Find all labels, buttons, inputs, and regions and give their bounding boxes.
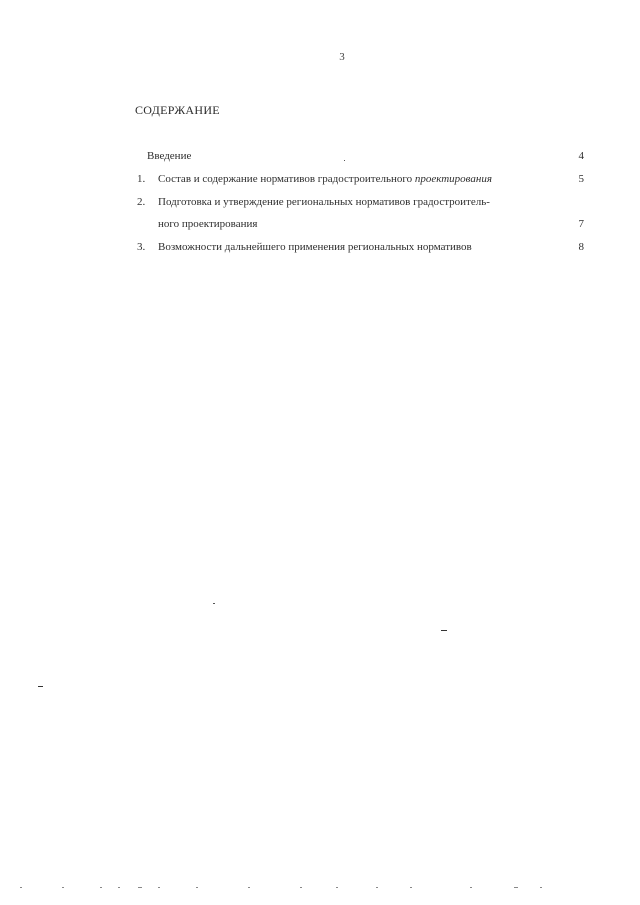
- toc-entry-title-line1: Подготовка и утверждение региональных нормативов градостроитель-: [158, 196, 490, 208]
- toc-entry-title-line2: ного проектирования: [158, 218, 258, 230]
- scan-speck: [213, 603, 215, 604]
- page-number: 3: [339, 51, 345, 63]
- toc-entry-title: Введение: [147, 150, 192, 162]
- toc-entry-number: 1.: [137, 173, 146, 185]
- toc-entry-title: [158, 172, 492, 186]
- toc-heading: СОДЕРЖАНИЕ: [135, 103, 220, 117]
- toc-entry-page: 4: [578, 150, 584, 162]
- scan-speck: [441, 630, 447, 631]
- toc-entry-title: Возможности дальнейшего применения региональных нормативов: [158, 241, 472, 253]
- toc-entry-number: 2.: [137, 196, 146, 208]
- scan-speck: [344, 160, 345, 161]
- scan-speck: [38, 686, 43, 687]
- toc-entry-title-italic: проектирования: [414, 173, 492, 185]
- toc-entry-page: 7: [578, 218, 584, 230]
- toc-entry-number: 3.: [137, 241, 146, 253]
- scan-edge-noise: [0, 887, 640, 891]
- toc-entry-page: 8: [578, 241, 584, 253]
- toc-entry-page: 5: [578, 173, 584, 185]
- toc-entry-title-text: Состав и содержание нормативов градостроительного: [158, 173, 415, 185]
